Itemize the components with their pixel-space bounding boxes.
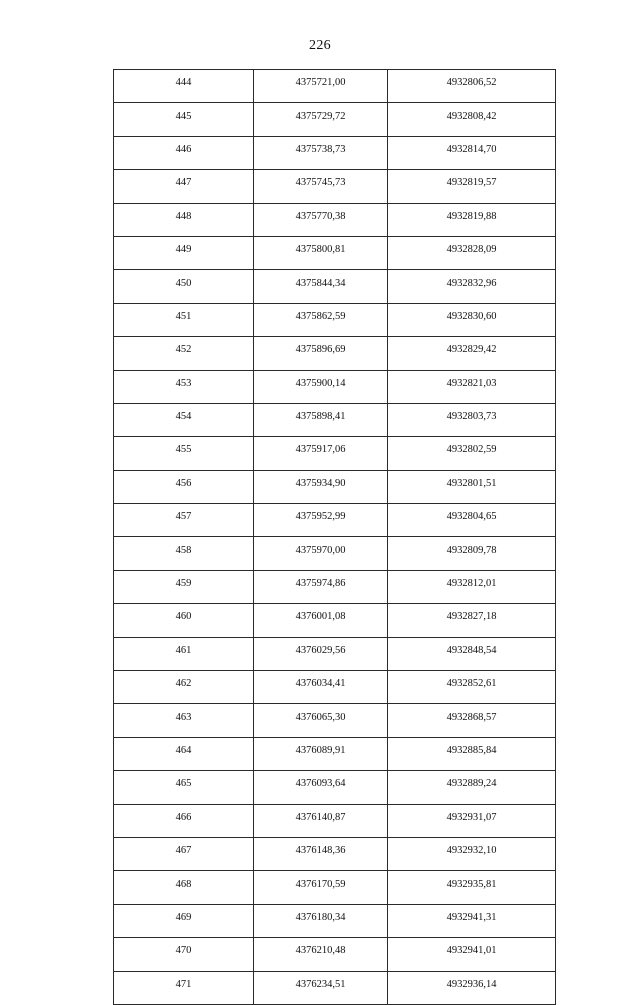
- y-coordinate-cell: 4932804,65: [388, 504, 556, 537]
- x-coordinate-cell: 4376234,51: [254, 971, 388, 1004]
- point-number-cell: 454: [114, 403, 254, 436]
- table-row: [114, 570, 556, 603]
- x-coordinate-cell: 4376170,59: [254, 871, 388, 904]
- point-number-cell: 465: [114, 771, 254, 804]
- page-number: 226: [309, 38, 331, 53]
- point-number-cell: 463: [114, 704, 254, 737]
- y-coordinate-cell: 4932830,60: [388, 303, 556, 336]
- y-coordinate-cell: 4932932,10: [388, 837, 556, 870]
- y-coordinate-cell: 4932814,70: [388, 136, 556, 169]
- x-coordinate-cell: 4375934,90: [254, 470, 388, 503]
- point-number-cell: 444: [114, 70, 254, 103]
- table-row: [114, 170, 556, 203]
- table-row: [114, 470, 556, 503]
- table-row: [114, 737, 556, 770]
- y-coordinate-cell: 4932885,84: [388, 737, 556, 770]
- coordinates-table-body: [114, 70, 556, 1005]
- x-coordinate-cell: 4375800,81: [254, 236, 388, 269]
- table-row: [114, 303, 556, 336]
- x-coordinate-cell: 4375974,86: [254, 570, 388, 603]
- y-coordinate-cell: 4932806,52: [388, 70, 556, 103]
- y-coordinate-cell: 4932889,24: [388, 771, 556, 804]
- x-coordinate-cell: 4375738,73: [254, 136, 388, 169]
- x-coordinate-cell: 4375770,38: [254, 203, 388, 236]
- y-coordinate-cell: 4932821,03: [388, 370, 556, 403]
- y-coordinate-cell: 4932827,18: [388, 604, 556, 637]
- table-row: [114, 337, 556, 370]
- point-number-cell: 471: [114, 971, 254, 1004]
- x-coordinate-cell: 4375745,73: [254, 170, 388, 203]
- x-coordinate-cell: 4375896,69: [254, 337, 388, 370]
- y-coordinate-cell: 4932848,54: [388, 637, 556, 670]
- table-row: [114, 904, 556, 937]
- table-row: [114, 537, 556, 570]
- x-coordinate-cell: 4376093,64: [254, 771, 388, 804]
- y-coordinate-cell: 4932802,59: [388, 437, 556, 470]
- table-row: [114, 504, 556, 537]
- x-coordinate-cell: 4376065,30: [254, 704, 388, 737]
- x-coordinate-cell: 4376210,48: [254, 938, 388, 971]
- table-row: [114, 236, 556, 269]
- table-row: [114, 136, 556, 169]
- point-number-cell: 469: [114, 904, 254, 937]
- point-number-cell: 449: [114, 236, 254, 269]
- point-number-cell: 445: [114, 103, 254, 136]
- x-coordinate-cell: 4376029,56: [254, 637, 388, 670]
- y-coordinate-cell: 4932941,01: [388, 938, 556, 971]
- table-row: [114, 971, 556, 1004]
- point-number-cell: 448: [114, 203, 254, 236]
- point-number-cell: 458: [114, 537, 254, 570]
- x-coordinate-cell: 4376180,34: [254, 904, 388, 937]
- y-coordinate-cell: 4932819,57: [388, 170, 556, 203]
- table-row: [114, 771, 556, 804]
- x-coordinate-cell: 4375862,59: [254, 303, 388, 336]
- x-coordinate-cell: 4375729,72: [254, 103, 388, 136]
- y-coordinate-cell: 4932936,14: [388, 971, 556, 1004]
- table-row: [114, 403, 556, 436]
- point-number-cell: 457: [114, 504, 254, 537]
- x-coordinate-cell: 4376089,91: [254, 737, 388, 770]
- x-coordinate-cell: 4375970,00: [254, 537, 388, 570]
- x-coordinate-cell: 4376034,41: [254, 671, 388, 704]
- table-row: [114, 270, 556, 303]
- table-row: [114, 203, 556, 236]
- x-coordinate-cell: 4375917,06: [254, 437, 388, 470]
- point-number-cell: 459: [114, 570, 254, 603]
- x-coordinate-cell: 4375900,14: [254, 370, 388, 403]
- x-coordinate-cell: 4375952,99: [254, 504, 388, 537]
- table-row: [114, 70, 556, 103]
- point-number-cell: 466: [114, 804, 254, 837]
- x-coordinate-cell: 4375721,00: [254, 70, 388, 103]
- point-number-cell: 462: [114, 671, 254, 704]
- y-coordinate-cell: 4932868,57: [388, 704, 556, 737]
- y-coordinate-cell: 4932931,07: [388, 804, 556, 837]
- point-number-cell: 452: [114, 337, 254, 370]
- y-coordinate-cell: 4932828,09: [388, 236, 556, 269]
- table-row: [114, 370, 556, 403]
- y-coordinate-cell: 4932819,88: [388, 203, 556, 236]
- y-coordinate-cell: 4932803,73: [388, 403, 556, 436]
- y-coordinate-cell: 4932941,31: [388, 904, 556, 937]
- table-row: [114, 804, 556, 837]
- point-number-cell: 451: [114, 303, 254, 336]
- point-number-cell: 450: [114, 270, 254, 303]
- point-number-cell: 453: [114, 370, 254, 403]
- x-coordinate-cell: 4376140,87: [254, 804, 388, 837]
- point-number-cell: 461: [114, 637, 254, 670]
- table-row: [114, 871, 556, 904]
- point-number-cell: 456: [114, 470, 254, 503]
- table-row: [114, 938, 556, 971]
- x-coordinate-cell: 4376001,08: [254, 604, 388, 637]
- y-coordinate-cell: 4932808,42: [388, 103, 556, 136]
- y-coordinate-cell: 4932809,78: [388, 537, 556, 570]
- y-coordinate-cell: 4932832,96: [388, 270, 556, 303]
- table-row: [114, 604, 556, 637]
- y-coordinate-cell: 4932829,42: [388, 337, 556, 370]
- point-number-cell: 464: [114, 737, 254, 770]
- table-row: [114, 837, 556, 870]
- table-row: [114, 671, 556, 704]
- x-coordinate-cell: 4375844,34: [254, 270, 388, 303]
- y-coordinate-cell: 4932852,61: [388, 671, 556, 704]
- x-coordinate-cell: 4376148,36: [254, 837, 388, 870]
- point-number-cell: 470: [114, 938, 254, 971]
- table-row: [114, 704, 556, 737]
- point-number-cell: 467: [114, 837, 254, 870]
- coordinates-table: [113, 69, 556, 1005]
- point-number-cell: 455: [114, 437, 254, 470]
- point-number-cell: 447: [114, 170, 254, 203]
- y-coordinate-cell: 4932812,01: [388, 570, 556, 603]
- x-coordinate-cell: 4375898,41: [254, 403, 388, 436]
- point-number-cell: 460: [114, 604, 254, 637]
- y-coordinate-cell: 4932935,81: [388, 871, 556, 904]
- table-row: [114, 437, 556, 470]
- table-row: [114, 637, 556, 670]
- table-row: [114, 103, 556, 136]
- y-coordinate-cell: 4932801,51: [388, 470, 556, 503]
- point-number-cell: 446: [114, 136, 254, 169]
- point-number-cell: 468: [114, 871, 254, 904]
